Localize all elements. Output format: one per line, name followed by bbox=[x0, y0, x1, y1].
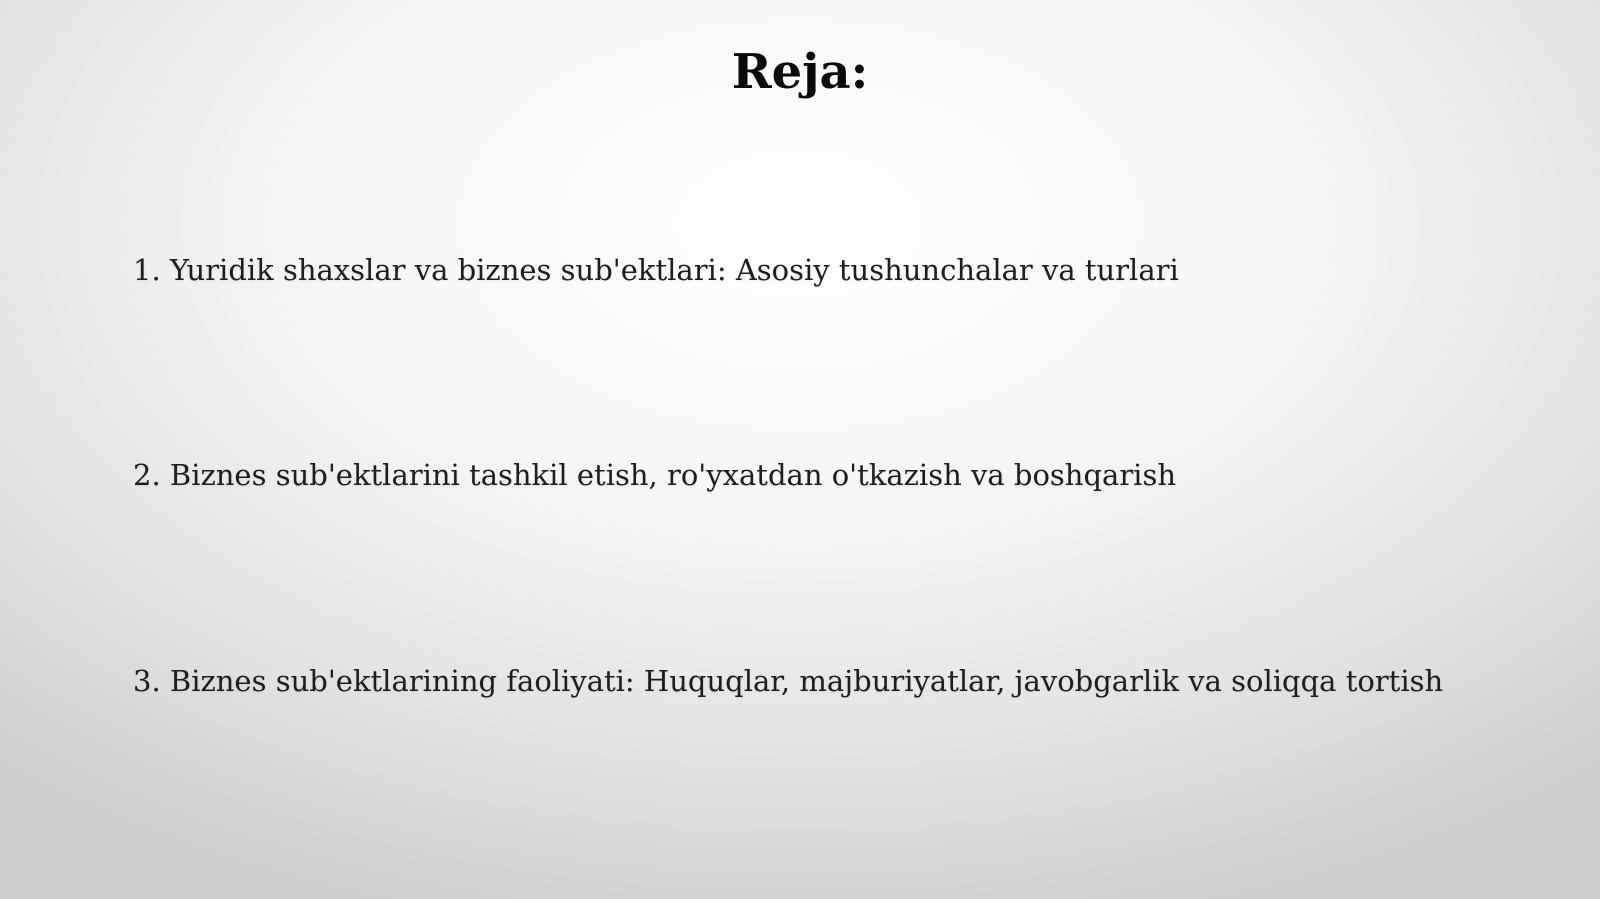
plan-item-text: Yuridik shaxslar va biznes sub'ektlari: Asosiy tushunchalar va turlari bbox=[169, 253, 1179, 287]
plan-item-number: 1. bbox=[133, 253, 161, 287]
plan-item-text: Biznes sub'ektlarining faoliyati: Huquqlar, majburiyatlar, javobgarlik va soliqqa tortish bbox=[169, 664, 1444, 698]
plan-item-3 bbox=[133, 661, 1443, 701]
slide-title: Reja: bbox=[731, 44, 869, 100]
plan-item-2 bbox=[133, 455, 1176, 495]
plan-item-text: Biznes sub'ektlarini tashkil etish, ro'yxatdan o'tkazish va boshqarish bbox=[169, 458, 1177, 492]
plan-item-number: 3. bbox=[133, 664, 161, 698]
plan-item-1 bbox=[133, 250, 1179, 290]
plan-item-number: 2. bbox=[133, 458, 161, 492]
